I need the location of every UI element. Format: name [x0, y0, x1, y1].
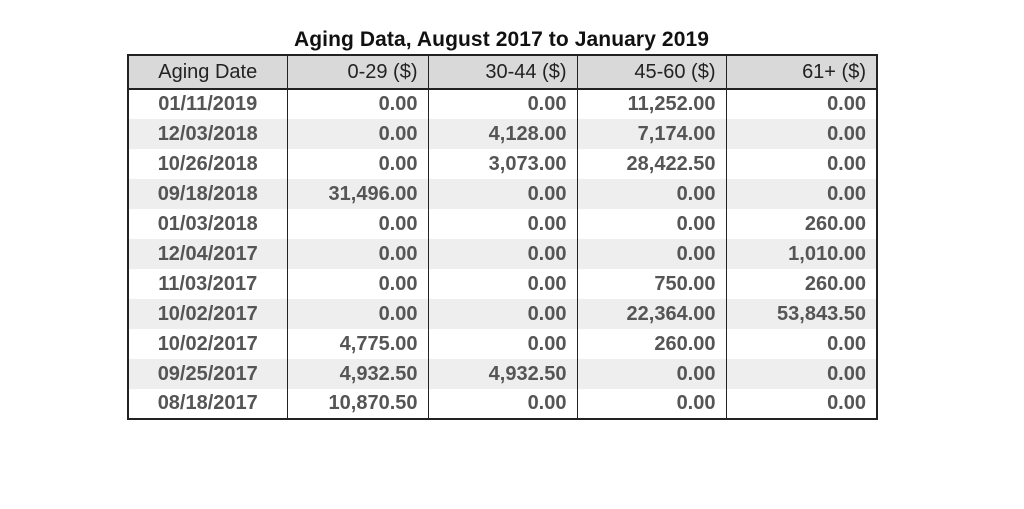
cell-30-44: 3,073.00	[428, 149, 577, 179]
cell-30-44: 0.00	[428, 239, 577, 269]
cell-aging-date: 08/18/2017	[128, 389, 287, 419]
cell-61-plus: 0.00	[726, 149, 877, 179]
table-title: Aging Data, August 2017 to January 2019	[293, 28, 710, 51]
cell-45-60: 750.00	[577, 269, 726, 299]
cell-30-44: 0.00	[428, 389, 577, 419]
header-row	[128, 55, 877, 89]
cell-61-plus: 260.00	[726, 269, 877, 299]
cell-45-60: 260.00	[577, 329, 726, 359]
table-row	[128, 179, 877, 209]
cell-61-plus: 0.00	[726, 89, 877, 119]
cell-45-60: 11,252.00	[577, 89, 726, 119]
cell-45-60: 0.00	[577, 389, 726, 419]
cell-aging-date: 10/02/2017	[128, 299, 287, 329]
cell-30-44: 4,932.50	[428, 359, 577, 389]
cell-aging-date: 09/18/2018	[128, 179, 287, 209]
cell-30-44: 0.00	[428, 269, 577, 299]
column-header-30-44: 30-44 ($)	[428, 55, 577, 89]
cell-30-44: 0.00	[428, 89, 577, 119]
column-header-aging-date: Aging Date	[128, 55, 287, 89]
cell-61-plus: 0.00	[726, 119, 877, 149]
cell-45-60: 7,174.00	[577, 119, 726, 149]
table-row	[128, 209, 877, 239]
cell-45-60: 0.00	[577, 209, 726, 239]
cell-0-29: 0.00	[287, 149, 428, 179]
table-row	[128, 89, 877, 119]
cell-30-44: 0.00	[428, 329, 577, 359]
cell-aging-date: 01/03/2018	[128, 209, 287, 239]
cell-61-plus: 0.00	[726, 389, 877, 419]
cell-aging-date: 12/04/2017	[128, 239, 287, 269]
cell-45-60: 28,422.50	[577, 149, 726, 179]
cell-aging-date: 10/26/2018	[128, 149, 287, 179]
cell-0-29: 0.00	[287, 119, 428, 149]
cell-0-29: 4,932.50	[287, 359, 428, 389]
cell-aging-date: 12/03/2018	[128, 119, 287, 149]
aging-table	[127, 54, 878, 420]
cell-61-plus: 0.00	[726, 179, 877, 209]
table-row	[128, 329, 877, 359]
table-row	[128, 119, 877, 149]
table-row	[128, 299, 877, 329]
cell-45-60: 0.00	[577, 179, 726, 209]
column-header-45-60: 45-60 ($)	[577, 55, 726, 89]
column-header-0-29: 0-29 ($)	[287, 55, 428, 89]
table-row	[128, 239, 877, 269]
cell-30-44: 0.00	[428, 209, 577, 239]
cell-0-29: 0.00	[287, 239, 428, 269]
table-row	[128, 389, 877, 419]
cell-45-60: 0.00	[577, 239, 726, 269]
table-row	[128, 359, 877, 389]
cell-0-29: 10,870.50	[287, 389, 428, 419]
cell-0-29: 4,775.00	[287, 329, 428, 359]
cell-aging-date: 11/03/2017	[128, 269, 287, 299]
cell-61-plus: 260.00	[726, 209, 877, 239]
cell-45-60: 22,364.00	[577, 299, 726, 329]
cell-aging-date: 10/02/2017	[128, 329, 287, 359]
table-row	[128, 269, 877, 299]
cell-0-29: 0.00	[287, 209, 428, 239]
cell-aging-date: 01/11/2019	[128, 89, 287, 119]
cell-30-44: 0.00	[428, 179, 577, 209]
cell-30-44: 0.00	[428, 299, 577, 329]
cell-61-plus: 53,843.50	[726, 299, 877, 329]
cell-61-plus: 0.00	[726, 329, 877, 359]
table-row	[128, 149, 877, 179]
column-header-61-plus: 61+ ($)	[726, 55, 877, 89]
cell-0-29: 0.00	[287, 89, 428, 119]
cell-aging-date: 09/25/2017	[128, 359, 287, 389]
cell-45-60: 0.00	[577, 359, 726, 389]
cell-0-29: 0.00	[287, 299, 428, 329]
cell-0-29: 31,496.00	[287, 179, 428, 209]
cell-61-plus: 0.00	[726, 359, 877, 389]
cell-61-plus: 1,010.00	[726, 239, 877, 269]
cell-30-44: 4,128.00	[428, 119, 577, 149]
cell-0-29: 0.00	[287, 269, 428, 299]
